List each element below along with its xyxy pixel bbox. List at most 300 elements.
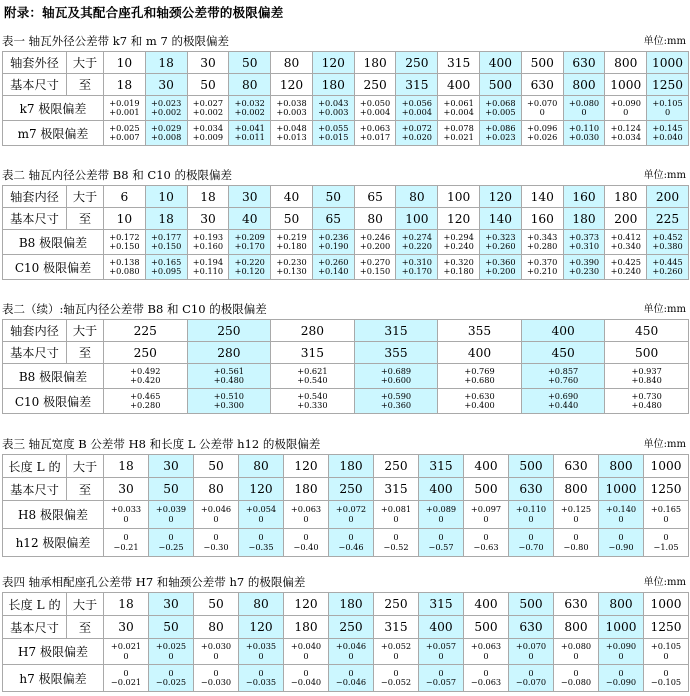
upper-deviation: +0.452 bbox=[652, 231, 683, 242]
lower-deviation: +0.180 bbox=[276, 241, 307, 251]
size-range-row-upto bbox=[3, 74, 689, 96]
size-upto-cell: 630 bbox=[521, 74, 563, 96]
upper-deviation: +0.390 bbox=[568, 256, 600, 267]
upper-deviation: +0.054 bbox=[245, 504, 277, 514]
deviation-cell bbox=[374, 639, 419, 665]
upper-deviation: +0.370 bbox=[527, 256, 558, 267]
lower-deviation: −0.052 bbox=[380, 677, 412, 687]
size-range-row-over bbox=[3, 455, 689, 478]
size-over-cell: 180 bbox=[329, 455, 374, 478]
upper-deviation: 0 bbox=[618, 532, 624, 542]
deviation-cell bbox=[563, 255, 605, 280]
unit-label: 单位:mm bbox=[643, 439, 686, 450]
size-over-cell: 450 bbox=[605, 320, 689, 342]
lower-deviation: +0.200 bbox=[359, 241, 391, 251]
lower-deviation: −0.105 bbox=[650, 677, 682, 687]
size-upto-cell: 10 bbox=[104, 208, 146, 230]
size-over-cell: 100 bbox=[438, 186, 480, 208]
deviation-cell bbox=[145, 121, 187, 146]
upper-deviation: +0.138 bbox=[109, 256, 140, 267]
lower-deviation: +0.150 bbox=[151, 241, 182, 251]
upper-deviation: +0.070 bbox=[515, 641, 547, 651]
lower-deviation: −0.25 bbox=[158, 541, 184, 552]
upper-deviation: +0.510 bbox=[213, 390, 244, 401]
deviation-cell bbox=[354, 121, 396, 146]
deviation-cell bbox=[419, 639, 464, 665]
size-over-cell: 120 bbox=[284, 455, 329, 478]
size-upto-cell: 250 bbox=[354, 74, 396, 96]
upper-deviation: +0.080 bbox=[568, 97, 600, 108]
lower-deviation: +0.020 bbox=[401, 132, 433, 142]
deviation-cell bbox=[149, 501, 194, 529]
size-over-cell: 120 bbox=[284, 593, 329, 616]
deviation-cell bbox=[554, 665, 599, 692]
deviation-cell bbox=[464, 501, 509, 529]
tolerance-table bbox=[2, 51, 689, 146]
deviation-cell bbox=[644, 529, 689, 557]
size-over-cell: 10 bbox=[104, 52, 146, 74]
lower-deviation: 0 bbox=[303, 650, 309, 661]
deviation-cell bbox=[145, 96, 187, 121]
size-upto-cell: 30 bbox=[187, 208, 229, 230]
deviation-cell bbox=[396, 96, 438, 121]
size-over-cell: 50 bbox=[194, 455, 239, 478]
upper-deviation: 0 bbox=[348, 532, 354, 542]
row-sub-label: 大于 bbox=[67, 593, 104, 616]
lower-deviation: +0.003 bbox=[276, 107, 307, 117]
upper-deviation: +0.027 bbox=[192, 97, 224, 108]
upper-deviation: 0 bbox=[663, 532, 669, 542]
lower-deviation: −0.70 bbox=[518, 541, 544, 552]
upper-deviation: +0.072 bbox=[335, 504, 367, 514]
deviation-cell bbox=[480, 96, 522, 121]
upper-deviation: +0.033 bbox=[110, 504, 142, 514]
row-label: 基本尺寸 bbox=[3, 208, 67, 230]
size-upto-cell: 500 bbox=[480, 74, 522, 96]
size-upto-cell: 40 bbox=[229, 208, 271, 230]
deviation-row bbox=[3, 364, 689, 389]
upper-deviation: +0.086 bbox=[485, 122, 516, 133]
upper-deviation: +0.043 bbox=[318, 97, 349, 108]
deviation-row bbox=[3, 529, 689, 557]
deviation-cell bbox=[554, 501, 599, 529]
deviation-cell bbox=[329, 665, 374, 692]
table-caption bbox=[0, 301, 690, 318]
upper-deviation: +0.590 bbox=[380, 390, 412, 401]
upper-deviation: +0.019 bbox=[109, 97, 140, 108]
size-over-cell: 30 bbox=[149, 593, 194, 616]
size-upto-cell: 450 bbox=[521, 342, 605, 364]
size-over-cell: 400 bbox=[464, 593, 509, 616]
lower-deviation: +0.002 bbox=[192, 107, 224, 117]
size-over-cell: 140 bbox=[521, 186, 563, 208]
size-upto-cell: 355 bbox=[354, 342, 438, 364]
deviation-cell bbox=[599, 639, 644, 665]
deviation-cell bbox=[605, 96, 647, 121]
deviation-cell bbox=[187, 121, 229, 146]
upper-deviation: +0.040 bbox=[290, 641, 322, 651]
lower-deviation: −0.90 bbox=[608, 541, 634, 552]
deviation-cell bbox=[104, 255, 146, 280]
deviation-cell bbox=[647, 121, 689, 146]
size-upto-cell: 630 bbox=[509, 616, 554, 639]
upper-deviation: +0.294 bbox=[443, 231, 474, 242]
lower-deviation: 0 bbox=[528, 513, 534, 524]
size-over-cell: 630 bbox=[563, 52, 605, 74]
deviation-cell bbox=[239, 665, 284, 692]
upper-deviation: 0 bbox=[213, 667, 219, 678]
size-upto-cell: 400 bbox=[419, 616, 464, 639]
size-upto-cell: 80 bbox=[229, 74, 271, 96]
deviation-cell bbox=[312, 230, 354, 255]
upper-deviation: 0 bbox=[663, 667, 669, 678]
upper-deviation: +0.209 bbox=[234, 231, 265, 242]
row-label: 轴套外径 bbox=[3, 52, 67, 74]
upper-deviation: +0.061 bbox=[443, 97, 474, 108]
size-over-cell: 355 bbox=[438, 320, 522, 342]
upper-deviation: +0.270 bbox=[359, 256, 391, 267]
deviation-cell bbox=[354, 364, 438, 389]
size-upto-cell: 50 bbox=[271, 208, 313, 230]
lower-deviation: 0 bbox=[539, 107, 545, 117]
lower-deviation: +0.004 bbox=[401, 107, 433, 117]
size-over-cell: 50 bbox=[194, 593, 239, 616]
size-upto-cell: 180 bbox=[284, 478, 329, 501]
size-upto-cell: 30 bbox=[145, 74, 187, 96]
lower-deviation: +0.004 bbox=[359, 107, 391, 117]
lower-deviation: +0.150 bbox=[109, 241, 140, 251]
size-over-cell: 800 bbox=[605, 52, 647, 74]
lower-deviation: 0 bbox=[573, 650, 579, 661]
deviation-cell bbox=[104, 501, 149, 529]
upper-deviation: 0 bbox=[393, 667, 399, 678]
deviation-cell bbox=[647, 96, 689, 121]
deviation-cell bbox=[464, 639, 509, 665]
deviation-cell bbox=[271, 255, 313, 280]
unit-label: 单位:mm bbox=[643, 577, 686, 588]
upper-deviation: +0.070 bbox=[527, 97, 558, 108]
upper-deviation: 0 bbox=[348, 667, 354, 678]
lower-deviation: −0.063 bbox=[470, 677, 502, 687]
size-over-cell: 630 bbox=[554, 593, 599, 616]
upper-deviation: +0.230 bbox=[276, 256, 307, 267]
lower-deviation: +0.240 bbox=[443, 241, 474, 251]
upper-deviation: +0.194 bbox=[192, 256, 224, 267]
lower-deviation: +0.680 bbox=[464, 375, 495, 385]
lower-deviation: −0.021 bbox=[110, 677, 142, 687]
lower-deviation: +0.002 bbox=[234, 107, 265, 117]
deviation-row bbox=[3, 665, 689, 692]
size-over-cell: 30 bbox=[149, 455, 194, 478]
lower-deviation: +0.009 bbox=[192, 132, 224, 142]
deviation-label: B8 极限偏差 bbox=[3, 230, 104, 255]
upper-deviation: +0.310 bbox=[401, 256, 433, 267]
row-sub-label: 至 bbox=[67, 74, 104, 96]
lower-deviation: 0 bbox=[618, 650, 624, 661]
size-upto-cell: 400 bbox=[438, 342, 522, 364]
lower-deviation: +0.004 bbox=[443, 107, 474, 117]
section-table1 bbox=[0, 33, 690, 142]
deviation-cell bbox=[104, 96, 146, 121]
row-sub-label: 大于 bbox=[67, 52, 104, 74]
upper-deviation: +0.035 bbox=[245, 641, 277, 651]
deviation-cell bbox=[194, 529, 239, 557]
size-upto-cell: 630 bbox=[509, 478, 554, 501]
upper-deviation: +0.081 bbox=[380, 504, 412, 514]
size-over-cell: 400 bbox=[464, 455, 509, 478]
size-over-cell: 280 bbox=[271, 320, 355, 342]
lower-deviation: +0.180 bbox=[443, 266, 474, 276]
lower-deviation: +0.190 bbox=[318, 241, 349, 251]
upper-deviation: +0.057 bbox=[425, 641, 457, 651]
deviation-cell bbox=[149, 529, 194, 557]
lower-deviation: +0.840 bbox=[631, 375, 662, 385]
deviation-cell bbox=[145, 255, 187, 280]
lower-deviation: +0.001 bbox=[109, 107, 140, 117]
deviation-cell bbox=[104, 230, 146, 255]
lower-deviation: +0.011 bbox=[234, 132, 265, 142]
size-over-cell: 800 bbox=[599, 455, 644, 478]
lower-deviation: +0.310 bbox=[568, 241, 600, 251]
size-upto-cell: 180 bbox=[284, 616, 329, 639]
upper-deviation: +0.320 bbox=[443, 256, 474, 267]
lower-deviation: +0.380 bbox=[652, 241, 683, 251]
upper-deviation: +0.220 bbox=[234, 256, 265, 267]
size-upto-cell: 50 bbox=[149, 478, 194, 501]
upper-deviation: +0.260 bbox=[318, 256, 349, 267]
deviation-cell bbox=[521, 364, 605, 389]
deviation-cell bbox=[239, 529, 284, 557]
size-upto-cell: 800 bbox=[554, 478, 599, 501]
deviation-label: k7 极限偏差 bbox=[3, 96, 104, 121]
size-upto-cell: 250 bbox=[329, 616, 374, 639]
lower-deviation: −0.80 bbox=[563, 541, 589, 552]
upper-deviation: +0.165 bbox=[650, 504, 682, 514]
size-upto-cell: 140 bbox=[480, 208, 522, 230]
deviation-cell bbox=[396, 230, 438, 255]
deviation-row bbox=[3, 96, 689, 121]
upper-deviation: +0.165 bbox=[151, 256, 182, 267]
row-label: 基本尺寸 bbox=[3, 342, 67, 364]
lower-deviation: +0.013 bbox=[276, 132, 307, 142]
upper-deviation: +0.274 bbox=[401, 231, 433, 242]
deviation-cell bbox=[271, 364, 355, 389]
lower-deviation: +0.034 bbox=[610, 132, 641, 142]
upper-deviation: +0.561 bbox=[213, 365, 244, 376]
size-upto-cell: 80 bbox=[194, 478, 239, 501]
deviation-row bbox=[3, 501, 689, 529]
deviation-cell bbox=[104, 121, 146, 146]
lower-deviation: +0.230 bbox=[568, 266, 600, 276]
lower-deviation: +0.160 bbox=[192, 241, 224, 251]
lower-deviation: 0 bbox=[623, 107, 629, 117]
deviation-row bbox=[3, 639, 689, 665]
size-upto-cell: 180 bbox=[563, 208, 605, 230]
lower-deviation: +0.023 bbox=[485, 132, 516, 142]
row-label: 轴套内径 bbox=[3, 320, 67, 342]
upper-deviation: +0.492 bbox=[130, 365, 161, 376]
size-over-cell: 50 bbox=[229, 52, 271, 74]
lower-deviation: 0 bbox=[393, 513, 399, 524]
deviation-cell bbox=[521, 255, 563, 280]
deviation-cell bbox=[509, 665, 554, 692]
size-upto-cell: 1250 bbox=[644, 478, 689, 501]
upper-deviation: +0.050 bbox=[359, 97, 391, 108]
lower-deviation: +0.120 bbox=[234, 266, 265, 276]
upper-deviation: +0.412 bbox=[610, 231, 641, 242]
lower-deviation: +0.040 bbox=[652, 132, 683, 142]
lower-deviation: +0.017 bbox=[359, 132, 391, 142]
deviation-cell bbox=[396, 121, 438, 146]
row-label: 基本尺寸 bbox=[3, 616, 67, 639]
size-over-cell: 315 bbox=[354, 320, 438, 342]
size-over-cell: 80 bbox=[239, 593, 284, 616]
lower-deviation: −0.63 bbox=[473, 541, 499, 552]
deviation-cell bbox=[480, 230, 522, 255]
size-over-cell: 500 bbox=[509, 593, 554, 616]
deviation-cell bbox=[149, 639, 194, 665]
upper-deviation: +0.236 bbox=[318, 231, 349, 242]
deviation-cell bbox=[554, 639, 599, 665]
size-over-cell: 630 bbox=[554, 455, 599, 478]
deviation-cell bbox=[374, 501, 419, 529]
lower-deviation: +0.280 bbox=[527, 241, 558, 251]
upper-deviation: +0.046 bbox=[335, 641, 367, 651]
size-over-cell: 180 bbox=[354, 52, 396, 74]
upper-deviation: +0.769 bbox=[464, 365, 495, 376]
deviation-cell bbox=[284, 639, 329, 665]
lower-deviation: +0.095 bbox=[151, 266, 182, 276]
lower-deviation: +0.170 bbox=[401, 266, 433, 276]
size-upto-cell: 30 bbox=[104, 478, 149, 501]
deviation-cell bbox=[354, 389, 438, 414]
lower-deviation: −0.057 bbox=[425, 677, 457, 687]
row-label: 基本尺寸 bbox=[3, 478, 67, 501]
deviation-cell bbox=[104, 639, 149, 665]
upper-deviation: +0.110 bbox=[568, 122, 600, 133]
deviation-cell bbox=[509, 529, 554, 557]
lower-deviation: 0 bbox=[483, 513, 489, 524]
lower-deviation: 0 bbox=[581, 107, 587, 117]
size-over-cell: 500 bbox=[509, 455, 554, 478]
size-upto-cell: 250 bbox=[104, 342, 188, 364]
upper-deviation: +0.445 bbox=[652, 256, 683, 267]
upper-deviation: 0 bbox=[528, 667, 534, 678]
deviation-cell bbox=[271, 389, 355, 414]
section-table2b bbox=[0, 301, 690, 410]
lower-deviation: −0.080 bbox=[560, 677, 592, 687]
deviation-cell bbox=[521, 96, 563, 121]
deviation-cell bbox=[194, 501, 239, 529]
lower-deviation: +0.360 bbox=[380, 400, 412, 410]
deviation-cell bbox=[149, 665, 194, 692]
page-title: 附录：轴瓦及其配合座孔和轴颈公差带的极限偏差 bbox=[4, 5, 284, 20]
deviation-cell bbox=[605, 230, 647, 255]
lower-deviation: +0.440 bbox=[547, 400, 579, 410]
deviation-cell bbox=[104, 389, 188, 414]
lower-deviation: 0 bbox=[348, 513, 354, 524]
deviation-cell bbox=[605, 364, 689, 389]
deviation-cell bbox=[480, 255, 522, 280]
upper-deviation: +0.090 bbox=[610, 97, 641, 108]
lower-deviation: +0.210 bbox=[527, 266, 558, 276]
deviation-cell bbox=[284, 529, 329, 557]
deviation-cell bbox=[599, 501, 644, 529]
deviation-cell bbox=[194, 639, 239, 665]
row-label: 长度 L 的 bbox=[3, 593, 67, 616]
table-caption-text: 表二（续）:轴瓦内径公差带 B8 和 C10 的极限偏差 bbox=[2, 302, 267, 316]
upper-deviation: 0 bbox=[528, 532, 534, 542]
size-over-cell: 120 bbox=[312, 52, 354, 74]
deviation-cell bbox=[271, 230, 313, 255]
deviation-cell bbox=[438, 255, 480, 280]
lower-deviation: +0.005 bbox=[485, 107, 516, 117]
deviation-cell bbox=[374, 529, 419, 557]
deviation-cell bbox=[239, 639, 284, 665]
size-upto-cell: 280 bbox=[187, 342, 271, 364]
deviation-cell bbox=[438, 96, 480, 121]
lower-deviation: −0.21 bbox=[113, 541, 139, 552]
upper-deviation: +0.177 bbox=[151, 231, 182, 242]
lower-deviation: +0.540 bbox=[297, 375, 328, 385]
upper-deviation: +0.360 bbox=[485, 256, 516, 267]
lower-deviation: +0.420 bbox=[130, 375, 161, 385]
row-sub-label: 大于 bbox=[67, 186, 104, 208]
tolerance-table bbox=[2, 319, 689, 414]
upper-deviation: +0.219 bbox=[276, 231, 307, 242]
deviation-cell bbox=[605, 389, 689, 414]
upper-deviation: 0 bbox=[618, 667, 624, 678]
row-sub-label: 大于 bbox=[67, 455, 104, 478]
lower-deviation: −0.40 bbox=[293, 541, 319, 552]
upper-deviation: 0 bbox=[258, 532, 264, 542]
deviation-cell bbox=[419, 529, 464, 557]
upper-deviation: +0.063 bbox=[470, 641, 502, 651]
lower-deviation: 0 bbox=[528, 650, 534, 661]
size-over-cell: 80 bbox=[271, 52, 313, 74]
row-label: 基本尺寸 bbox=[3, 74, 67, 96]
upper-deviation: +0.425 bbox=[610, 256, 641, 267]
row-sub-label: 至 bbox=[67, 478, 104, 501]
upper-deviation: +0.937 bbox=[631, 365, 662, 376]
row-sub-label: 大于 bbox=[67, 320, 104, 342]
deviation-cell bbox=[464, 665, 509, 692]
upper-deviation: +0.621 bbox=[297, 365, 328, 376]
lower-deviation: +0.110 bbox=[192, 266, 224, 276]
deviation-cell bbox=[354, 255, 396, 280]
tolerance-table bbox=[2, 592, 689, 692]
size-upto-cell: 200 bbox=[605, 208, 647, 230]
size-upto-cell: 1000 bbox=[599, 616, 644, 639]
size-upto-cell: 500 bbox=[464, 478, 509, 501]
size-over-cell: 1000 bbox=[644, 593, 689, 616]
size-upto-cell: 800 bbox=[554, 616, 599, 639]
size-upto-cell: 315 bbox=[271, 342, 355, 364]
size-over-cell: 315 bbox=[438, 52, 480, 74]
size-over-cell: 225 bbox=[104, 320, 188, 342]
table-caption bbox=[0, 33, 690, 50]
deviation-cell bbox=[647, 255, 689, 280]
size-upto-cell: 500 bbox=[605, 342, 689, 364]
lower-deviation: −0.35 bbox=[248, 541, 274, 552]
lower-deviation: 0 bbox=[573, 513, 579, 524]
lower-deviation: 0 bbox=[348, 650, 354, 661]
size-over-cell: 315 bbox=[419, 455, 464, 478]
deviation-cell bbox=[271, 96, 313, 121]
deviation-cell bbox=[312, 255, 354, 280]
upper-deviation: +0.105 bbox=[652, 97, 683, 108]
size-upto-cell: 1000 bbox=[605, 74, 647, 96]
